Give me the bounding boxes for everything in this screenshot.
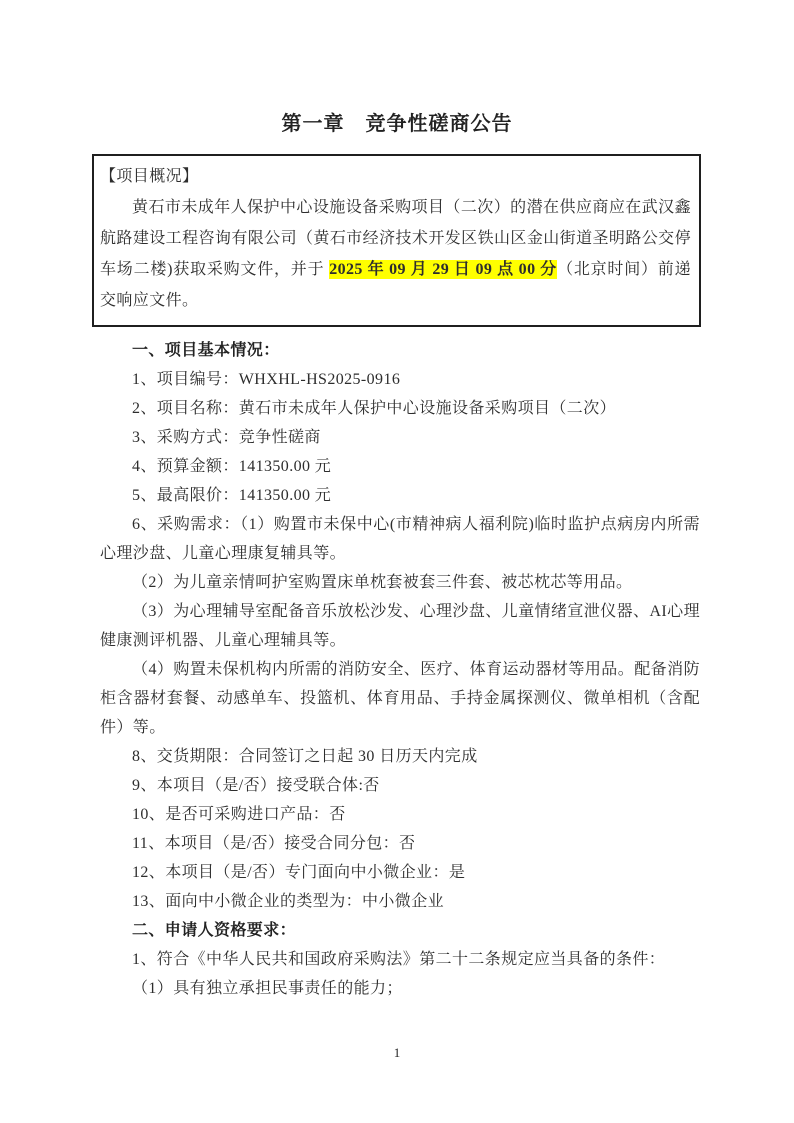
project-overview-box xyxy=(92,154,701,327)
document-body xyxy=(100,336,700,1003)
body-paragraph: 3、采购方式：竞争性磋商 xyxy=(132,429,321,446)
body-paragraph: （4）购置未保机构内所需的消防安全、医疗、体育运动器材等用品。配备消防柜含器材套餐、动感单车、投篮机、体育用品、手持金属探测仪、微单相机（含配件）等。 xyxy=(100,661,700,736)
body-paragraph: （1）具有独立承担民事责任的能力； xyxy=(132,980,403,997)
body-paragraph: 1、项目编号：WHXHL-HS2025-0916 xyxy=(132,371,401,388)
body-paragraph: 10、是否可采购进口产品：否 xyxy=(132,806,346,823)
overview-text-after: （北京时间）前递交响应文件。 xyxy=(100,261,691,309)
body-paragraph: 11、本项目（是/否）接受合同分包：否 xyxy=(132,835,416,852)
body-paragraph: （2）为儿童亲情呵护室购置床单枕套被套三件套、被芯枕芯等用品。 xyxy=(132,574,633,591)
body-paragraph: 二、申请人资格要求： xyxy=(132,922,297,939)
body-paragraph: 5、最高限价：141350.00 元 xyxy=(132,487,332,504)
body-paragraph: 2、项目名称：黄石市未成年人保护中心设施设备采购项目（二次） xyxy=(132,400,617,417)
body-paragraph: 4、预算金额：141350.00 元 xyxy=(132,458,332,475)
body-paragraph: 9、本项目（是/否）接受联合体:否 xyxy=(132,777,380,794)
overview-paragraph xyxy=(100,192,691,316)
highlighted-deadline: 2025 年 09 月 29 日 09 点 00 分 xyxy=(329,261,558,278)
body-paragraph: 一、项目基本情况： xyxy=(132,342,280,359)
body-paragraph: （3）为心理辅导室配备音乐放松沙发、心理沙盘、儿童情绪宣泄仪器、AI心理健康测评机器、儿童心理辅具等。 xyxy=(100,603,700,649)
body-paragraph: 8、交货期限：合同签订之日起 30 日历天内完成 xyxy=(132,748,478,765)
body-paragraph: 12、本项目（是/否）专门面向中小微企业：是 xyxy=(132,864,466,881)
body-paragraph: 1、符合《中华人民共和国政府采购法》第二十二条规定应当具备的条件： xyxy=(132,951,666,968)
body-paragraph: 13、面向中小微企业的类型为：中小微企业 xyxy=(132,893,445,910)
overview-text-before: 黄石市未成年人保护中心设施设备采购项目（二次）的潜在供应商应在武汉鑫航路建设工程咨询有限公司（黄石市经济技术开发区铁山区金山街道圣明路公交停车场二楼)获取采购文件，并于 xyxy=(100,199,691,278)
body-paragraph: 6、采购需求：（1）购置市未保中心(市精神病人福利院)临时监护点病房内所需心理沙盘、儿童心理康复辅具等。 xyxy=(100,516,700,562)
page-title: 第一章 竞争性磋商公告 xyxy=(281,113,513,135)
overview-heading: 【项目概况】 xyxy=(100,168,199,185)
page-number: 1 xyxy=(393,1045,401,1060)
